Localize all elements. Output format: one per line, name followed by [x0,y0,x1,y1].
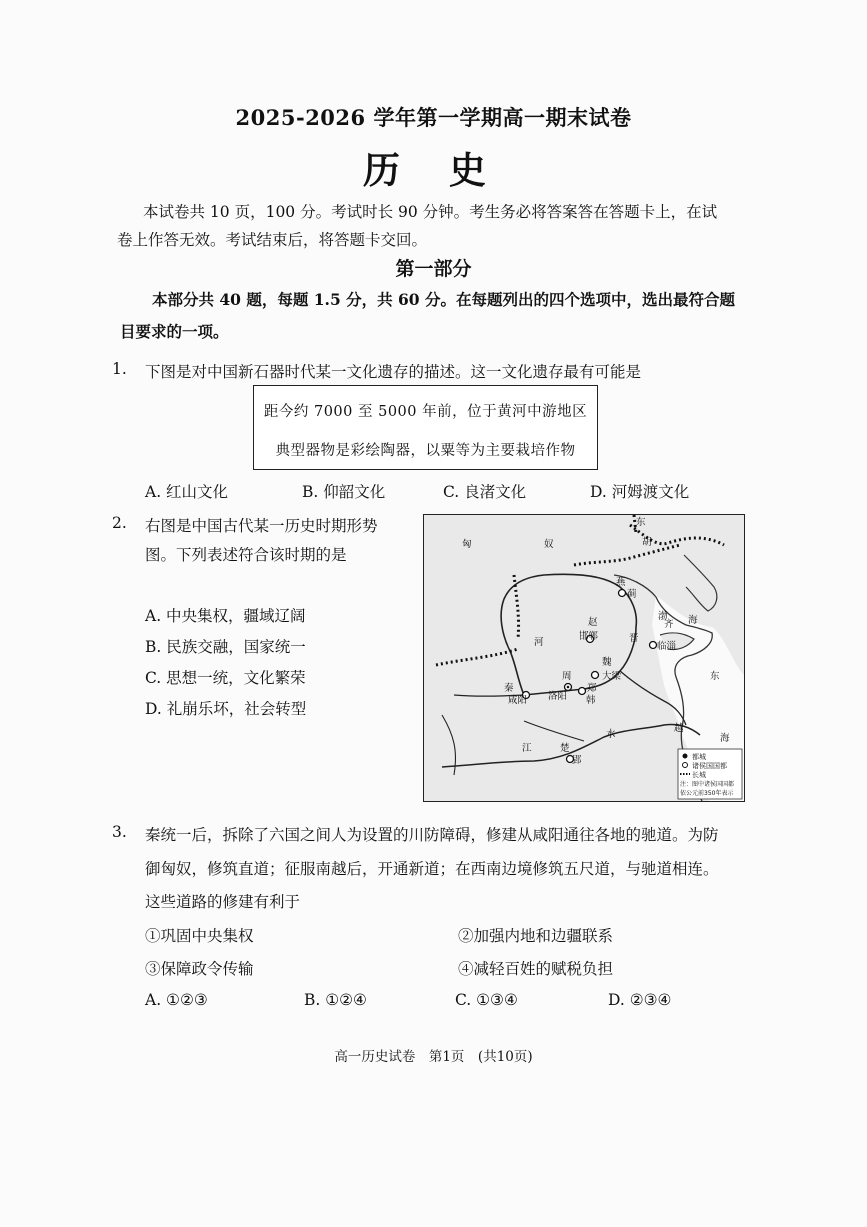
part-desc-line-1: 本部分共 40 题，每题 1.5 分，共 60 分。在每题列出的四个选项中，选出最符合题 [152,290,735,309]
q3-option-d[interactable]: D. ②③④ [608,991,672,1009]
q3-item-2: ②加强内地和边疆联系 [458,927,614,945]
legend-great-wall: 长城 [692,771,706,779]
map-label-zhou: 周 [562,671,572,682]
capital-zheng [579,688,586,695]
map-label-ying: 郢 [572,755,582,766]
map-label-zheng: 郑 [587,683,597,694]
q2-option-a[interactable]: A. 中央集权，疆域辽阔 [145,607,306,625]
q1-option-d[interactable]: D. 河姆渡文化 [590,483,690,501]
capital-ji [619,590,626,597]
q3-option-b[interactable]: B. ①②④ [304,991,367,1009]
q1-description-box [253,385,598,470]
q3-stem-line-2: 御匈奴，修筑直道；征服南越后，开通新道；在西南边境修筑五尺道，与驰道相连。 [145,860,719,878]
subject-title: 历 史 [363,148,504,192]
map-label-river-jiang-2: 水 [606,729,616,740]
q3-stem-line-1: 秦统一后，拆除了六国之间人为设置的川防障碍，修建从咸阳通往各地的驰道。为防 [145,826,719,844]
map-label-donghu-2: 胡 [642,537,652,548]
great-wall-west [436,649,518,665]
q3-item-4: ④减轻百姓的赋税负担 [458,960,614,978]
map-label-wei: 魏 [602,657,612,668]
q1-option-b[interactable]: B. 仰韶文化 [302,483,386,501]
q2-option-b[interactable]: B. 民族交融，国家统一 [145,638,306,656]
q3-stem-line-3: 这些道路的修建有利于 [145,893,301,911]
historical-map [423,514,745,802]
map-label-luoyang: 洛阳 [548,691,568,702]
map-label-chu: 楚 [560,743,570,754]
map-legend [678,749,742,799]
map-label-xiongnu-1: 匈 [462,539,472,550]
legend-note-1: 注：图中诸侯国国都 [680,781,735,788]
map-label-dong-sea: 东 [710,671,720,682]
map-label-donghu-1: 东 [636,517,646,528]
map-label-handan: 邯郸 [579,631,599,642]
map-label-qi: 齐 [664,619,674,630]
intro-line-2: 卷上作答无效。考试结束后，将答题卡交回。 [117,231,428,249]
han-river [524,721,584,741]
q2-number: 2. [112,514,127,532]
map-label-zhao: 赵 [588,617,598,628]
q2-stem-line-2: 图。下列表述符合该时期的是 [145,546,347,564]
map-label-hai-2: 海 [720,733,730,744]
q3-item-3: ③保障政令传输 [145,960,254,978]
q1-box-line-1: 距今约 7000 至 5000 年前，位于黄河中游地区 [263,404,588,420]
q1-number: 1. [112,360,127,378]
map-label-river-jiang-1: 江 [522,743,532,754]
legend-capital: 都城 [692,753,706,761]
q1-stem: 下图是对中国新石器时代某一文化遗存的描述。这一文化遗存最有可能是 [145,363,642,381]
legend-state-capital: 诸侯国国都 [692,762,727,770]
capital-linzi [650,642,657,649]
map-label-qin: 秦 [504,683,514,694]
q3-option-a[interactable]: A. ①②③ [145,991,208,1009]
map-label-river-he: 河 [534,637,544,648]
map-label-jin: 晋 [629,633,639,644]
q2-stem-line-1: 右图是中国古代某一历史时期形势 [145,517,378,535]
part-title: 第一部分 [395,258,472,280]
exam-title: 2025-2026 学年第一学期高一期末试卷 [235,105,632,130]
legend-note-2: 依公元前350年表示 [680,790,734,797]
peninsula-coast [684,555,717,611]
page-footer: 高一历史试卷 第1页 (共10页) [334,1049,533,1065]
capital-daliang [592,672,599,679]
map-label-daliang: 大梁 [602,671,622,682]
q3-item-1: ①巩固中央集权 [145,927,254,945]
map-label-haisea: 海 [688,615,698,626]
map-label-xiongnu-2: 奴 [544,539,554,550]
map-label-linzi: 临淄 [657,641,677,652]
q3-number: 3. [112,823,127,841]
map-label-yue: 越 [674,723,684,734]
q1-option-c[interactable]: C. 良渚文化 [443,483,527,501]
q2-option-d[interactable]: D. 礼崩乐坏，社会转型 [145,700,307,718]
q1-box-line-2: 典型器物是彩绘陶器，以粟等为主要栽培作物 [275,443,576,459]
great-wall-north [574,545,680,565]
map-label-ji: 蓟 [627,589,637,600]
q1-option-a[interactable]: A. 红山文化 [145,483,229,501]
intro-line-1: 本试卷共 10 页，100 分。考试时长 90 分钟。考生务必将答案答在答题卡上，在试 [143,203,718,221]
map-label-han-state: 韩 [586,695,596,706]
q2-option-c[interactable]: C. 思想一统，文化繁荣 [145,669,306,687]
q3-option-c[interactable]: C. ①③④ [455,991,518,1009]
map-label-yan: 燕 [616,577,626,588]
map-label-xianyang: 咸阳 [508,695,528,706]
map-label-bohai: 渤 [658,611,668,622]
part-desc-line-2: 目要求的一项。 [120,322,229,341]
